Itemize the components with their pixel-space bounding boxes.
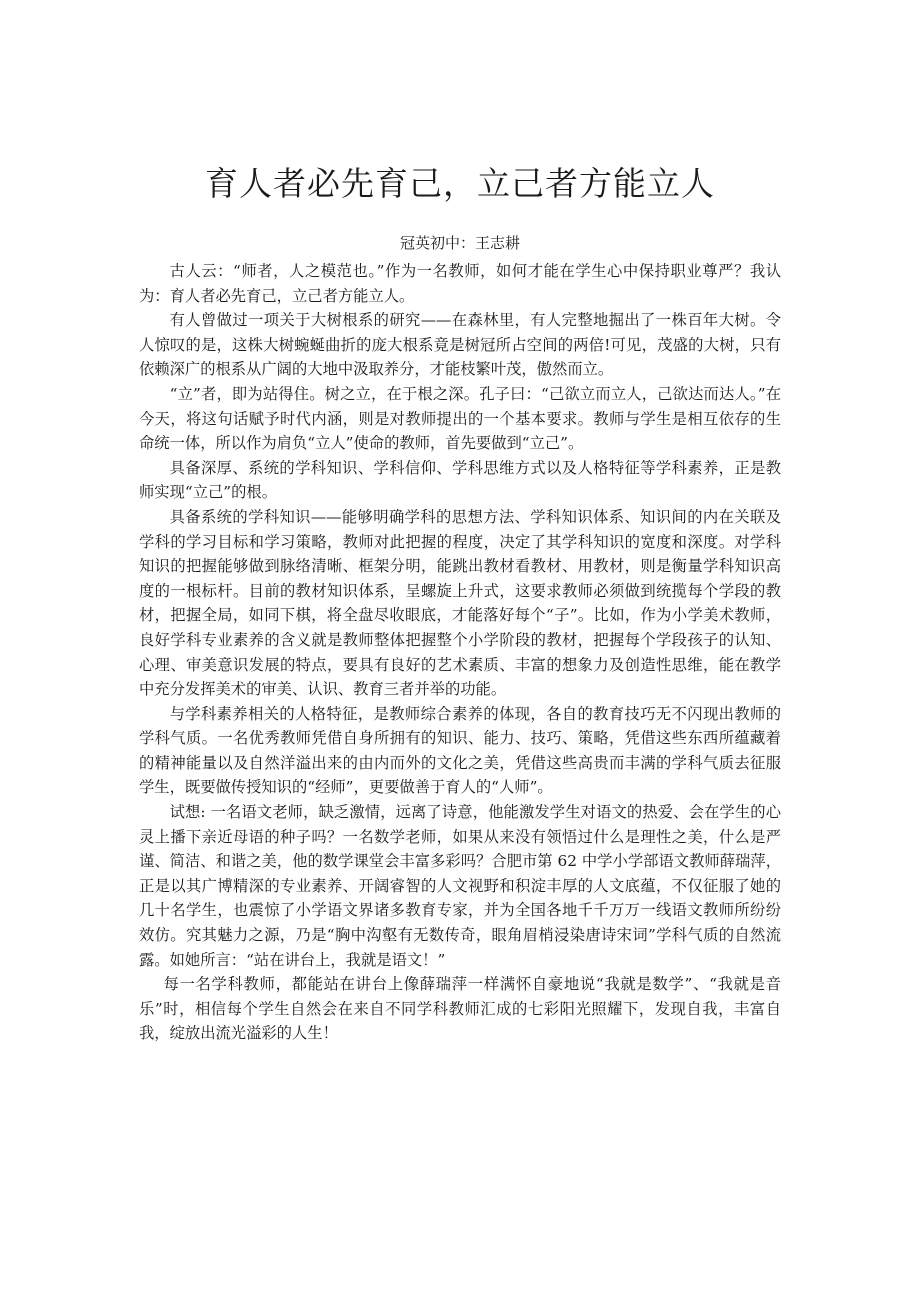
paragraph-5: 具备系统的学科知识——能够明确学科的思想方法、学科知识体系、知识间的内在关联及学科的学习目标和学习策略，教师对此把握的程度，决定了其学科知识的宽度和深度。对学科知识的把握能够做到脉络清晰、框架分明，能跳出教材看教材、用教材，则是衡量学科知识高度的一根标杆。目前的教材知识体系，呈螺旋上升式，这要求教师必须做到统揽每个学段的教材，把握全局，如同下棋，将全盘尽收眼底，才能落好每个“子”。比如，作为小学美术教师，良好学科专业素养的含义就是教师整体把握整个小学阶段的教材，把握每个学段孩子的认知、心理、审美意识发展的特点，要具有良好的艺术素质、丰富的想象力及创造性思维，能在教学中充分发挥美术的审美、认识、教育三者并举的功能。 xyxy=(139,507,781,699)
document-author: 冠英初中：王志耕 xyxy=(399,234,520,252)
paragraph-6: 与学科素养相关的人格特征，是教师综合素养的体现，各自的教育技巧无不闪现出教师的学科气质。一名优秀教师凭借自身所拥有的知识、能力、技巧、策略，凭借这些东西所蕴藏着的精神能量以及自然洋溢出来的由内而外的文化之美，凭借这些高贵而丰满的学科气质去征服学生，既要做传授知识的“经师”，更要做善于育人的“人师”。 xyxy=(139,704,781,797)
paragraph-2: 有人曾做过一项关于大树根系的研究——在森林里，有人完整地掘出了一株百年大树。令人惊叹的是，这株大树蜿蜒曲折的庞大根系竟是树冠所占空间的两倍!可见，茂盛的大树，只有依赖深广的根系从广阔的大地中汲取养分，才能枝繁叶茂，傲然而立。 xyxy=(139,311,781,379)
document-body xyxy=(139,259,781,1046)
paragraph-8: 每一名学科教师，都能站在讲台上像薛瑞萍一样满怀自豪地说“我就是数学”、“我就是音乐”时，相信每个学生自然会在来自不同学科教师汇成的七彩阳光照耀下，发现自我，丰富自我，绽放出流光溢彩的人生！ xyxy=(139,975,781,1043)
paragraph-7: 试想: 一名语文老师，缺乏激情，远离了诗意，他能激发学生对语文的热爱、会在学生的心灵上播下亲近母语的种子吗？一名数学老师，如果从来没有领悟过什么是理性之美，什么是严谨、简洁、和谐之美，他的数学课堂会丰富多彩吗？合肥市第 62 中学小学部语文教师薛瑞萍，正是以其广博精深的专业素养、开阔睿智的人文视野和积淀丰厚的人文底蕴，不仅征服了她的几十名学生，也震惊了小学语文界诸多教育专家，并为全国各地千千万万一线语文教师所纷纷效仿。究其魅力之源，乃是“胸中沟壑有无数传奇，眼角眉梢浸染唐诗宋词”学科气质的自然流露。如她所言：“站在讲台上，我就是语文！” xyxy=(139,803,781,969)
paragraph-4: 具备深厚、系统的学科知识、学科信仰、学科思维方式以及人格特征等学科素养，正是教师实现“立己”的根。 xyxy=(139,458,781,502)
paragraph-1: 古人云：“师者，人之模范也。”作为一名教师，如何才能在学生心中保持职业尊严？我认为：育人者必先育己，立己者方能立人。 xyxy=(139,262,781,305)
paragraph-3: “立”者，即为站得住。树之立，在于根之深。孔子曰：“己欲立而立人，己欲达而达人。”在今天，将这句话赋予时代内涵，则是对教师提出的一个基本要求。教师与学生是相互依存的生命统一体，所以作为肩负“立人”使命的教师，首先要做到“立己”。 xyxy=(139,384,781,453)
document-title: 育人者必先育己，立己者方能立人 xyxy=(205,164,715,203)
